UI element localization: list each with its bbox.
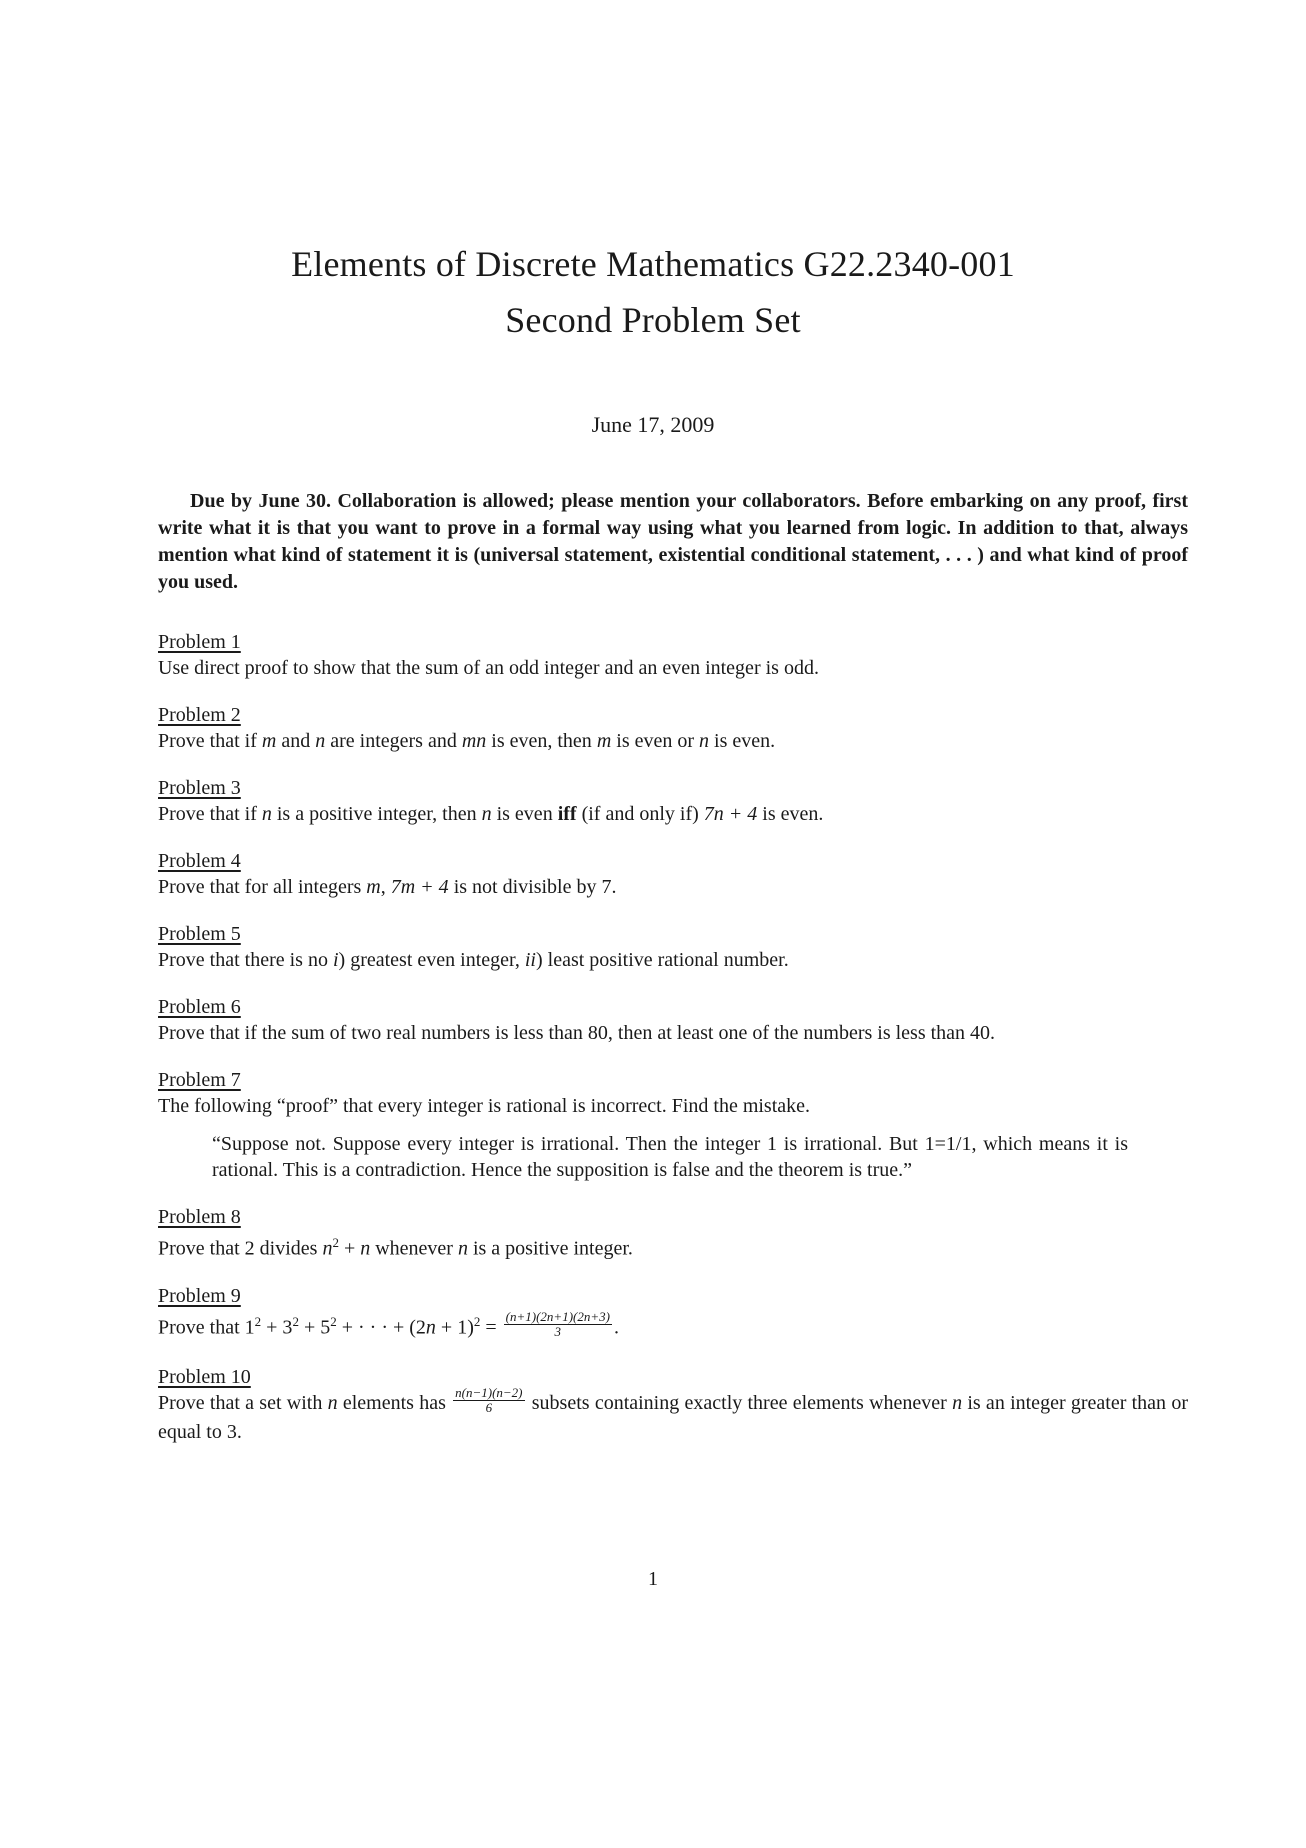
problem-5	[158, 922, 1188, 973]
document-date: June 17, 2009	[591, 412, 715, 437]
fraction: $\frac{n(n-1)(n-2)}{6}$	[455, 1385, 523, 1416]
problem-9	[158, 1284, 1188, 1344]
problem-text: Use direct proof to show that the sum of an odd integer and an even integer is odd.	[158, 657, 819, 679]
problem-heading: Problem 1	[158, 631, 241, 653]
problem-heading: Problem 2	[158, 704, 241, 726]
fraction: $\frac{(n+1)(2n+1)(2n+3)}{3}$	[505, 1309, 610, 1340]
problem-text: Prove that if m and n are integers and mn is even, then m is even or n is even.	[158, 730, 776, 752]
problem-8	[158, 1205, 1188, 1262]
problem-text: Prove that 2 divides $n^2 + n$ whenever n is a positive integer.	[158, 1235, 633, 1260]
problem-heading: Problem 7	[158, 1069, 241, 1091]
page-number: 1	[648, 1568, 658, 1590]
problem-text: Prove that there is no i) greatest even integer, ii) least positive rational number.	[158, 949, 789, 971]
document-subtitle: Second Problem Set	[505, 300, 801, 340]
document-title: Elements of Discrete Mathematics G22.2340-001	[291, 244, 1015, 284]
document-body	[158, 488, 1188, 1467]
problem-heading: Problem 8	[158, 1206, 241, 1228]
problem-text: The following “proof” that every integer is rational is incorrect. Find the mistake.	[158, 1095, 811, 1117]
problem-text: Prove that if the sum of two real numbers is less than 80, then at least one of the numbers is less than 40.	[158, 1022, 996, 1044]
problem-text: Prove that $1^2 + 3^2 + 5^2$ + · · · + $(2n + 1)^2$ = $\frac{(n+1)(2n+1)(2n+3)}{3}$ .	[158, 1309, 619, 1340]
problem-heading: Problem 3	[158, 777, 241, 799]
problem-heading: Problem 4	[158, 850, 241, 872]
problem-text: Prove that for all integers m, 7m + 4 is not divisible by 7.	[158, 876, 617, 898]
instructions-paragraph: Due by June 30. Collaboration is allowed; please mention your collaborators. Before embarking on any proof, first write what it is that you want to prove in a formal way using what you learned from logic. In addition to that, always mention what kind of statement it is (universal statement, existential conditional statement, . . . ) and what kind of proof you used.	[158, 490, 1188, 593]
problem-text: Prove that if n is a positive integer, then n is even iff (if and only if) 7n + 4 is even.	[158, 803, 824, 825]
problem-7	[158, 1068, 1188, 1183]
title-block	[0, 236, 1306, 348]
problem-1	[158, 630, 1188, 681]
problem-6	[158, 995, 1188, 1046]
quoted-proof: “Suppose not. Suppose every integer is irrational. Then the integer 1 is irrational. But 1=1/1, which means it is rational. This is a contradiction. Hence the supposition is false and the theorem is true.”	[212, 1133, 1128, 1181]
problem-2	[158, 703, 1188, 754]
problem-text: Prove that a set with n elements has $\frac{n(n-1)(n-2)}{6}$ subsets containing exactly three elements whenever n is an integer greater than or equal to 3.	[158, 1385, 1188, 1444]
problem-3	[158, 776, 1188, 827]
problem-heading: Problem 5	[158, 923, 241, 945]
problem-4	[158, 849, 1188, 900]
problem-10	[158, 1365, 1188, 1445]
problem-heading: Problem 9	[158, 1284, 241, 1307]
problem-heading: Problem 6	[158, 996, 241, 1018]
problem-heading: Problem 10	[158, 1366, 251, 1389]
